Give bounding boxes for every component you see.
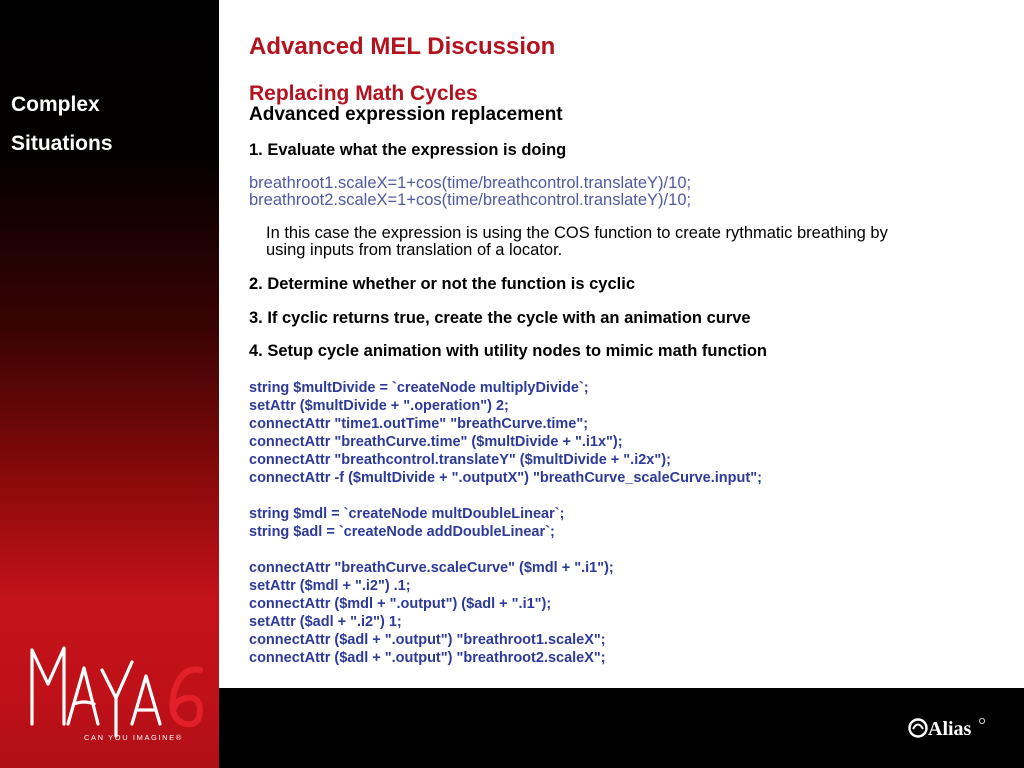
section-title-line2: Situations bbox=[11, 132, 113, 155]
code-line: setAttr ($multDivide + ".operation") 2; bbox=[249, 398, 509, 414]
expression-line-1: breathroot1.scaleX=1+cos(time/breathcontrol.translateY)/10; bbox=[249, 174, 692, 192]
code-line: connectAttr "breathcontrol.translateY" ($multDivide + ".i2x"); bbox=[249, 452, 671, 468]
expression-line-2: breathroot2.scaleX=1+cos(time/breathcontrol.translateY)/10; bbox=[249, 191, 692, 209]
step-2: 2. Determine whether or not the function is cyclic bbox=[249, 275, 635, 293]
code-line: connectAttr "breathCurve.time" ($multDivide + ".i1x"); bbox=[249, 434, 623, 450]
maya-version: 6 bbox=[185, 712, 186, 713]
code-line: connectAttr "breathCurve.scaleCurve" ($mdl + ".i1"); bbox=[249, 560, 614, 576]
alias-brand-text: Alias bbox=[928, 718, 972, 740]
sidebar bbox=[0, 0, 219, 768]
code-line: setAttr ($mdl + ".i2") .1; bbox=[249, 578, 411, 594]
code-spacer bbox=[249, 541, 762, 559]
explanation-note: In this case the expression is using the COS function to create rythmatic breathing by using inputs from translation of a locator. bbox=[266, 224, 888, 259]
code-line: string $multDivide = `createNode multiplyDivide`; bbox=[249, 380, 589, 396]
expression-block bbox=[249, 175, 691, 209]
code-line: connectAttr "time1.outTime" "breathCurve.time"; bbox=[249, 416, 589, 432]
code-line: string $adl = `createNode addDoubleLinear`; bbox=[249, 524, 555, 540]
step-4: 4. Setup cycle animation with utility nodes to mimic math function bbox=[249, 342, 767, 360]
maya-logo-text: MAYA bbox=[116, 680, 120, 681]
code-line: connectAttr ($adl + ".output") "breathroot1.scaleX"; bbox=[249, 632, 606, 648]
alias-swirl-icon bbox=[910, 720, 927, 737]
code-spacer bbox=[249, 487, 762, 505]
maya-tagline: CAN YOU IMAGINE® bbox=[84, 733, 183, 742]
code-line: string $mdl = `createNode multDoubleLinear`; bbox=[249, 506, 565, 522]
section-title bbox=[11, 85, 113, 163]
code-line: connectAttr -f ($multDivide + ".outputX") "breathCurve_scaleCurve.input"; bbox=[249, 470, 762, 486]
step-1: 1. Evaluate what the expression is doing bbox=[249, 141, 567, 159]
maya-logo bbox=[28, 640, 208, 744]
alias-logo bbox=[908, 712, 988, 744]
slide-subtitle: Replacing Math Cycles bbox=[249, 82, 478, 105]
step-3: 3. If cyclic returns true, create the cycle with an animation curve bbox=[249, 309, 751, 327]
code-line: setAttr ($adl + ".i2") 1; bbox=[249, 614, 402, 630]
code-line: connectAttr ($adl + ".output") "breathroot2.scaleX"; bbox=[249, 650, 606, 666]
section-title-line1: Complex bbox=[11, 93, 100, 116]
footer-bar bbox=[219, 688, 1024, 768]
slide-title: Advanced MEL Discussion bbox=[249, 33, 556, 60]
section-heading: Advanced expression replacement bbox=[249, 104, 563, 125]
code-line: connectAttr ($mdl + ".output") ($adl + ".i1"); bbox=[249, 596, 552, 612]
code-listing bbox=[249, 379, 762, 667]
